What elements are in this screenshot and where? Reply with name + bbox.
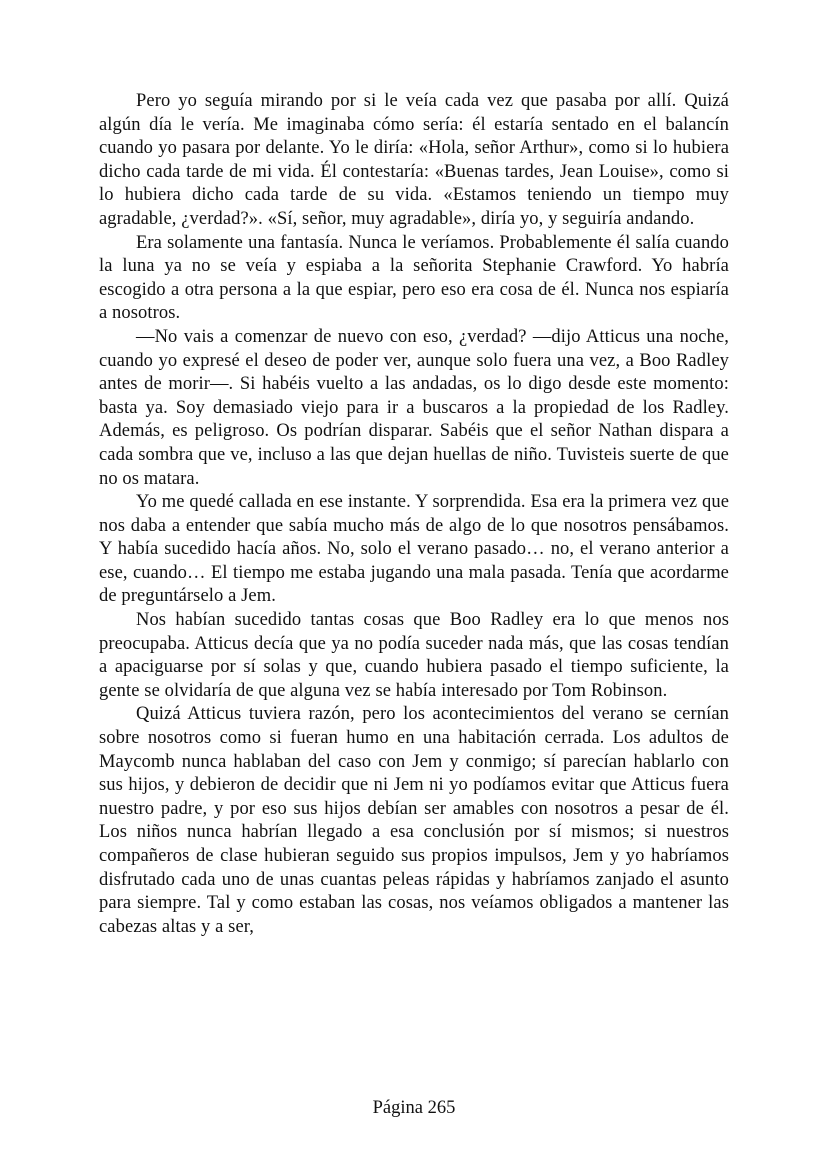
paragraph: —No vais a comenzar de nuevo con eso, ¿verdad? —dijo Atticus una noche, cuando yo expresé el deseo de poder ver, aunque solo fuera una vez, a Boo Radley antes de morir—. Si habéis vuelto a las andadas, os lo digo desde este momento: basta ya. Soy demasiado viejo para ir a buscaros a la propiedad de los Radley. Además, es peligroso. Os podrían disparar. Sabéis que el señor Nathan dispara a cada sombra que ve, incluso a las que dejan huellas de niño. Tuvisteis suerte de que no os matara.	[99, 326, 729, 489]
paragraph: Yo me quedé callada en ese instante. Y sorprendida. Esa era la primera vez que nos daba a entender que sabía mucho más de algo de lo que nosotros pensábamos. Y había sucedido hacía años. No, solo el verano pasado… no, el verano anterior a ese, cuando… El tiempo me estaba jugando una mala pasada. Tenía que acordarme de preguntárselo a Jem.	[99, 492, 729, 607]
paragraph: Era solamente una fantasía. Nunca le veríamos. Probablemente él salía cuando la luna ya no se veía y espiaba a la señorita Stephanie Crawford. Yo habría escogido a otra persona a la que espiar, pero eso era cosa de él. Nunca nos espiaría a nosotros.	[99, 232, 729, 324]
text-block	[99, 90, 729, 939]
paragraph: Pero yo seguía mirando por si le veía cada vez que pasaba por allí. Quizá algún día le vería. Me imaginaba cómo sería: él estaría sentado en el balancín cuando yo pasara por delante. Yo le diría: «Hola, señor Arthur», como si lo hubiera dicho cada tarde de mi vida. Él contestaría: «Buenas tardes, Jean Louise», como si lo hubiera dicho cada tarde de su vida. «Estamos teniendo un tiempo muy agradable, ¿verdad?». «Sí, señor, muy agradable», diría yo, y seguiría andando.	[99, 91, 729, 229]
paragraph: Nos habían sucedido tantas cosas que Boo Radley era lo que menos nos preocupaba. Atticus decía que ya no podía suceder nada más, que las cosas tendían a apaciguarse por sí solas y que, cuando hubiera pasado el tiempo suficiente, la gente se olvidaría de que alguna vez se había interesado por Tom Robinson.	[99, 610, 729, 701]
page-footer	[0, 1098, 828, 1119]
page-number: Página 265	[372, 1098, 456, 1118]
paragraph: Quizá Atticus tuviera razón, pero los acontecimientos del verano se cernían sobre nosotros como si fueran humo en una habitación cerrada. Los adultos de Maycomb nunca hablaban del caso con Jem y conmigo; sí parecían hablarlo con sus hijos, y debieron de decidir que ni Jem ni yo podíamos evitar que Atticus fuera nuestro padre, y por eso sus hijos debían ser amables con nosotros a pesar de él. Los niños nunca habrían llegado a esa conclusión por sí mismos; si nuestros compañeros de clase hubieran seguido sus propios impulsos, Jem y yo habríamos disfrutado cada uno de unas cuantas peleas rápidas y habríamos zanjado el asunto para siempre. Tal y como estaban las cosas, nos veíamos obligados a mantener las cabezas altas y a ser,	[99, 704, 729, 937]
